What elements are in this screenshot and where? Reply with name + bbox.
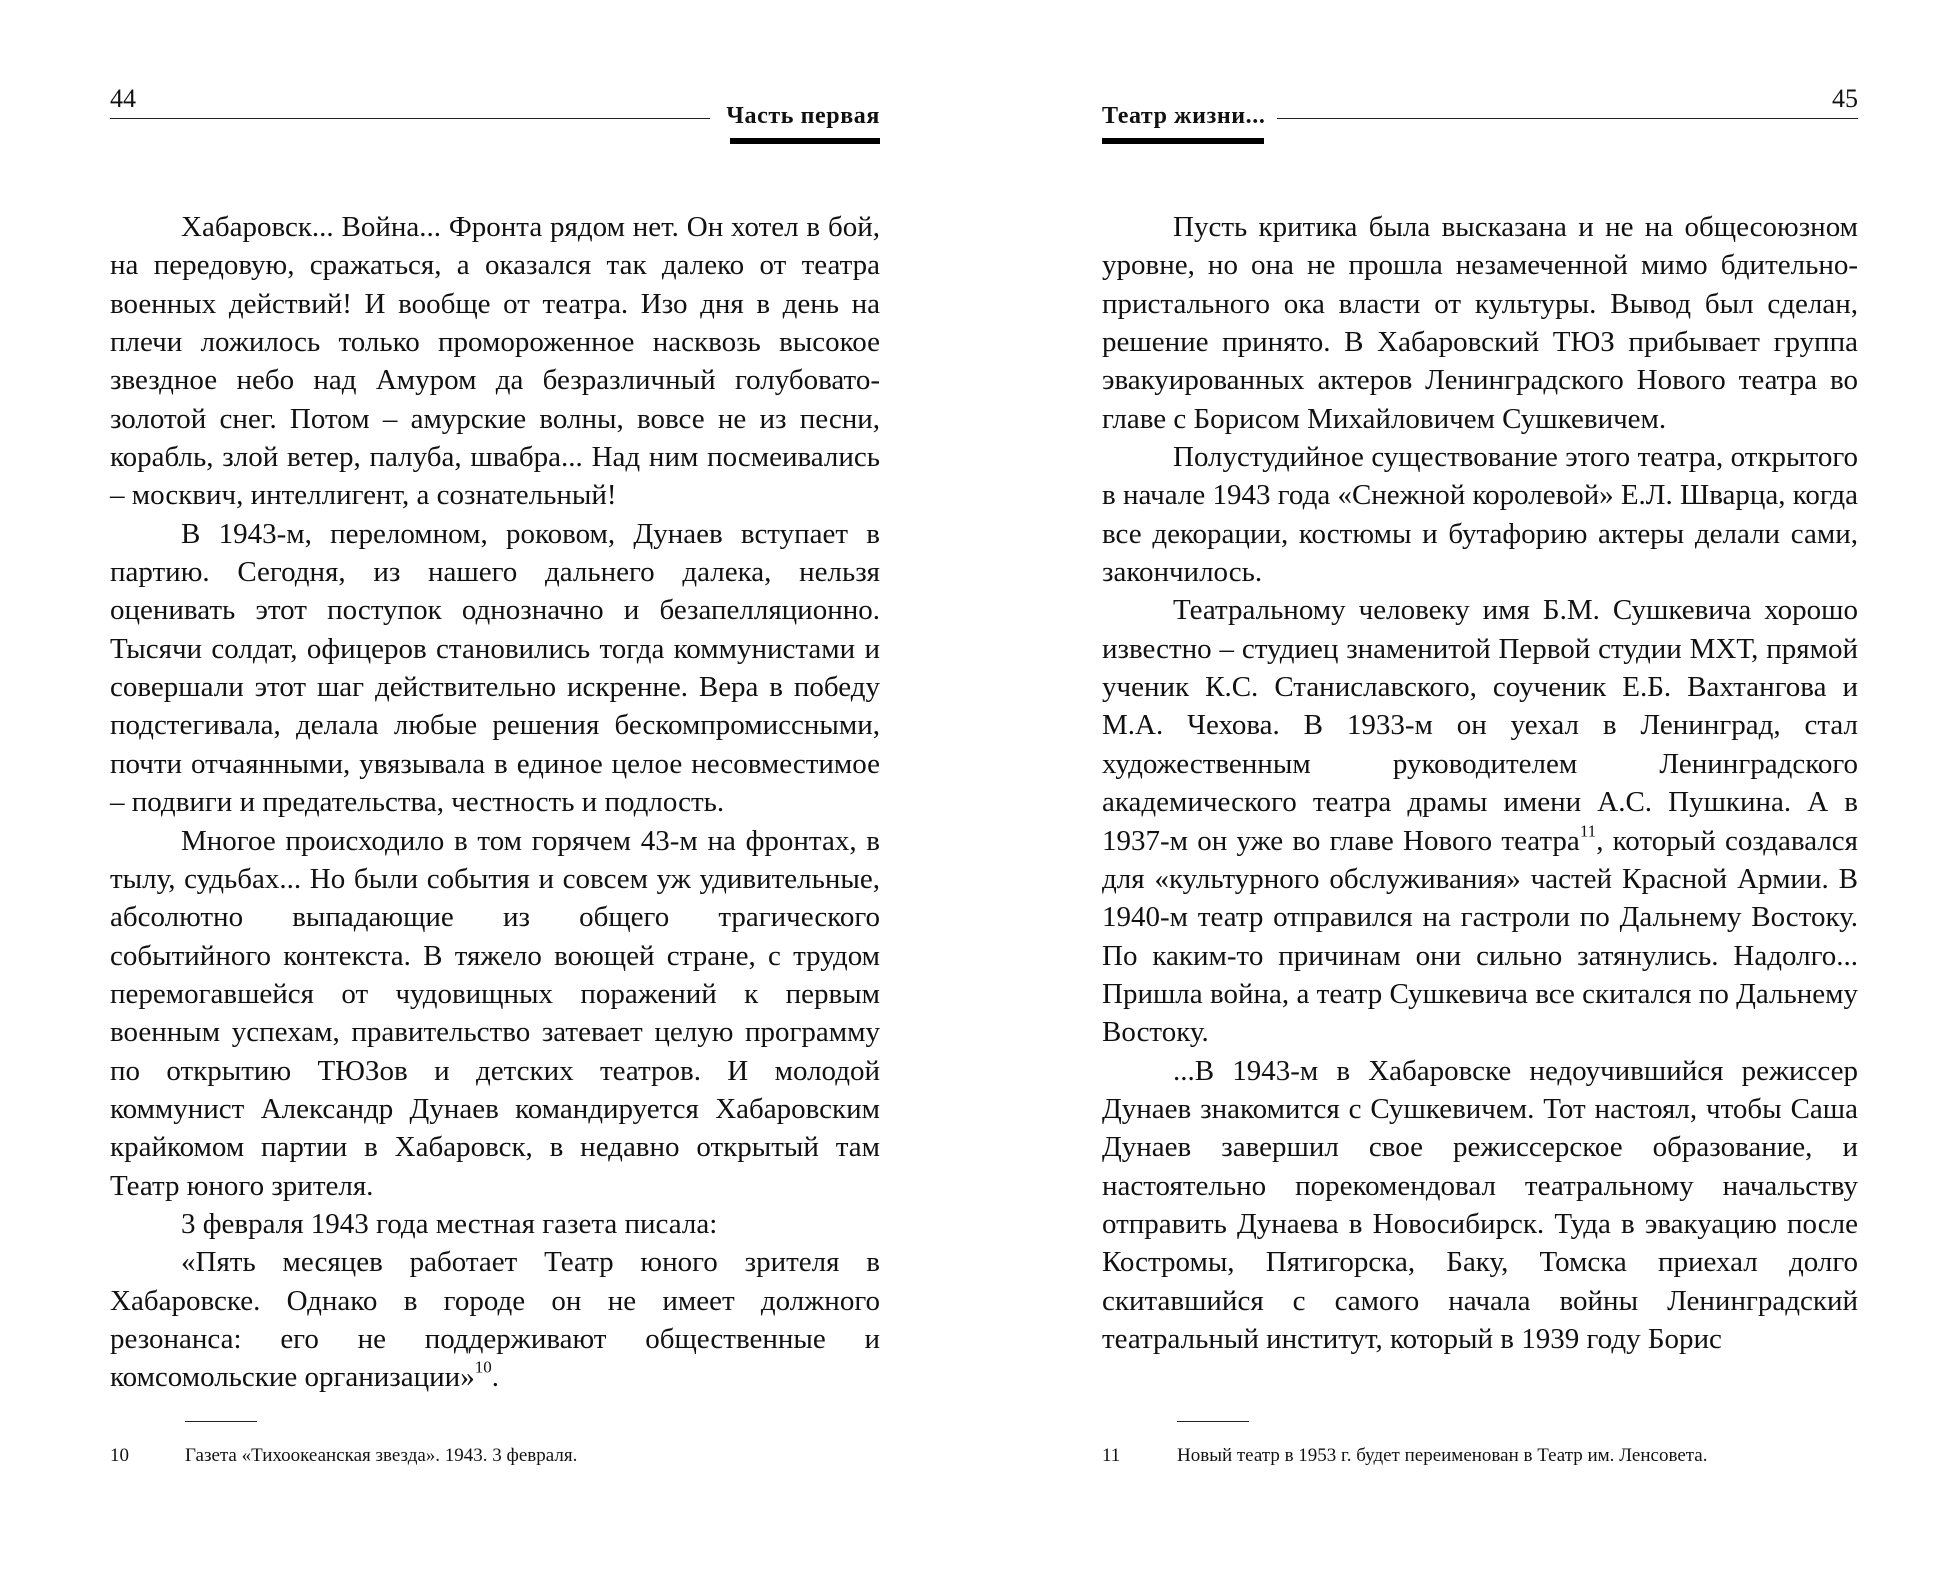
left-running-head — [110, 84, 880, 154]
paragraph: Полустудийное существование этого театра, открытого в начале 1943 года «Снежной королевой» Е.Л. Шварца, когда все декорации, костюмы и бутафорию актеры делали сами, закончилось. — [1102, 441, 1858, 589]
right-body-text — [1102, 208, 1858, 1358]
paragraph: ...В 1943-м в Хабаровске недоучившийся режиссер Дунаев знакомится с Сушкевичем. Тот настоял, чтобы Саша Дунаев завершил свое режиссерское образование, и настоятельно порекомендовал театральному начальству отправить Дунаева в Новосибирск. Туда в эвакуацию после Костромы, Пятигорска, Баку, Томска приехал долго скитавшийся с самого начала войны Ленинградский театральный институт, который в 1939 году Борис — [1102, 1054, 1858, 1355]
right-page — [1102, 0, 1858, 1575]
footnote-text: Газета «Тихоокеанская звезда». 1943. 3 февраля. — [185, 1445, 578, 1466]
paragraph: Многое происходило в том горячем 43-м на фронтах, в тылу, судьбах... Но были события и совсем уж удивительные, абсолютно выпадающие из общего трагического событийного контекста. В тяжело воющей стране, с трудом перемогавшейся от чудовищных поражений к первым военным успехам, правительство затевает целую программу по открытию ТЮЗов и детских театров. И молодой коммунист Александр Дунаев командируется Хабаровским крайкомом партии в Хабаровск, в недавно открытый там Театр юного зрителя. — [110, 824, 880, 1202]
header-rule — [110, 118, 710, 119]
paragraph-text: Театральному человеку имя Б.М. Сушкевича хорошо известно – студиец знаменитой Первой студии МХТ, прямой ученик К.С. Станиславского, соученик Е.Б. Вахтангова и М.А. Чехова. В 1933-м он уехал в Ленинград, стал художественным руководителем Ленинградского академического театра драмы имени А.С. Пушкина. А в 1937-м он уже во главе Нового театра — [1102, 594, 1858, 857]
running-title: Часть первая — [726, 103, 880, 129]
paragraph-text: , который создавался для «культурного обслуживания» частей Красной Армии. В 1940-м театр отправился на гастроли по Дальнему Востоку. По каким-то причинам они сильно затянулись. Надолго... Пришла война, а театр Сушкевича все скитался по Дальнему Востоку. — [1102, 824, 1858, 1049]
right-running-head — [1102, 84, 1858, 154]
running-title: Театр жизни... — [1102, 103, 1266, 129]
header-bar — [1102, 138, 1264, 144]
paragraph — [1102, 591, 1858, 1051]
left-page — [110, 0, 880, 1575]
header-rule — [1277, 118, 1858, 119]
quote-paragraph — [110, 1243, 880, 1396]
paragraph: Хабаровск... Война... Фронта рядом нет. Он хотел в бой, на передовую, сражаться, а оказался так далеко от театра военных действий! И вообще от театра. Изо дня в день на плечи ложилось только промороженное насквозь высокое звездное небо над Амуром да безразличный голубовато-золотой снег. Потом – амурские волны, вовсе не из песни, корабль, злой ветер, палуба, швабра... Над ним посмеивались – москвич, интеллигент, а сознательный! — [110, 211, 880, 512]
left-body-text — [110, 208, 880, 1397]
paragraph: В 1943-м, переломном, роковом, Дунаев вступает в партию. Сегодня, из нашего дальнего далека, нельзя оценивать этот поступок однозначно и безапелляционно. Тысячи солдат, офицеров становились тогда коммунистами и совершали этот шаг действительно искренне. Вера в победу подстегивала, делала любые решения бескомпромиссными, почти отчаянными, увязывала в единое целое несовместимое – подвиги и предательства, честность и подлость. — [110, 517, 880, 819]
quote-text: «Пять месяцев работает Театр юного зрителя в Хабаровске. Однако в городе он не имеет должного резонанса: его не поддерживают общественные и комсомольские организации» — [110, 1246, 880, 1394]
page-number: 45 — [1832, 84, 1858, 113]
paragraph: 3 февраля 1943 года местная газета писала: — [181, 1207, 718, 1240]
header-bar — [730, 138, 880, 144]
footnote-ref: 11 — [1579, 820, 1597, 840]
paragraph: Пусть критика была высказана и не на общесоюзном уровне, но она не прошла незамеченной мимо бдительно-пристального ока власти от культуры. Вывод был сделан, решение принято. В Хабаровский ТЮЗ прибывает группа эвакуированных актеров Ленинградского Нового театра во главе с Борисом Михайловичем Сушкевичем. — [1102, 211, 1858, 435]
footnote-ref: 10 — [474, 1357, 492, 1377]
footnote-number: 10 — [110, 1445, 129, 1466]
quote-end: . — [491, 1361, 499, 1394]
page-number: 44 — [110, 84, 136, 113]
footnote-text: Новый театр в 1953 г. будет переименован в Театр им. Ленсовета. — [1177, 1445, 1708, 1466]
footnote-number: 11 — [1102, 1445, 1121, 1466]
footnote-rule — [1177, 1421, 1249, 1422]
footnote-rule — [185, 1421, 257, 1422]
